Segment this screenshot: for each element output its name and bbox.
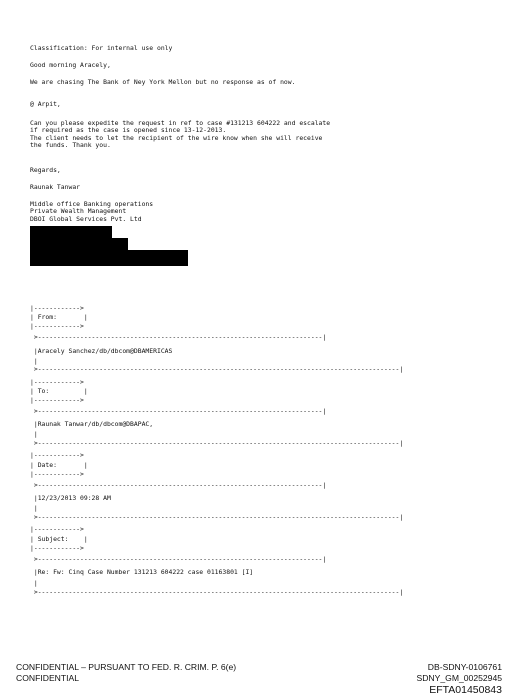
to-label: | To: | (30, 387, 88, 395)
from-label-bottom: |------------> (30, 322, 84, 330)
footer-confidential-grand-jury: CONFIDENTIAL – PURSUANT TO FED. R. CRIM. P. 6(e) (16, 662, 237, 672)
arpit-line: @ Arpit, (30, 100, 61, 108)
body-line-3: The client needs to let the recipient of the wire know when she will receive (30, 133, 323, 142)
from-separator: >--------------------------------------------------------------------------| (30, 333, 327, 341)
subject-label: | Subject: | (30, 535, 88, 543)
footer-db-sdny-number: DB-SDNY-0106761 (427, 662, 502, 672)
body-line-1: Can you please expedite the request in ref to case #131213 604222 and escalate (30, 119, 331, 127)
date-label-top: |------------> (30, 451, 84, 459)
greeting-line: Good morning Aracely, (30, 61, 111, 69)
subject-separator: >--------------------------------------------------------------------------| (30, 555, 327, 563)
to-separator: >--------------------------------------------------------------------------| (30, 407, 327, 415)
to-label-bottom: |------------> (30, 396, 84, 404)
date-tail-separator: >----------------------------------------------------------------------------------------------| (30, 513, 404, 521)
subject-tail-bar: | (30, 579, 38, 587)
regards-line: Regards, (30, 166, 61, 174)
subject-label-top: |------------> (30, 525, 84, 533)
body-line-4: the funds. Thank you. (30, 141, 111, 150)
to-label-top: |------------> (30, 378, 84, 386)
body-line-2: if required as the case is opened since 13-12-2013. (30, 126, 227, 135)
date-label-bottom: |------------> (30, 470, 84, 478)
chasing-line: We are chasing The Bank of Ney York Mellon but no response as of now. (30, 78, 296, 86)
signature-name: Raunak Tanwar (30, 183, 81, 191)
from-label-top: |------------> (30, 304, 84, 312)
date-label: | Date: | (30, 461, 88, 469)
footer-bates-number: EFTA01450843 (429, 684, 502, 696)
footer-sdny-gm-number: SDNY_GM_00252945 (416, 673, 502, 683)
footer-confidential: CONFIDENTIAL (16, 673, 80, 683)
from-tail-separator: >----------------------------------------------------------------------------------------------| (30, 365, 404, 373)
date-tail-bar: | (30, 504, 38, 512)
subject-label-bottom: |------------> (30, 544, 84, 552)
date-separator: >--------------------------------------------------------------------------| (30, 481, 327, 489)
from-value: |Aracely Sanchez/db/dbcom@DBAMERICAS (30, 347, 173, 355)
signature-dept: Middle office Banking operations (30, 200, 154, 208)
date-value: |12/23/2013 09:28 AM (30, 494, 111, 502)
redaction-block (30, 250, 188, 266)
classification-line: Classification: For internal use only (30, 44, 173, 52)
to-tail-bar: | (30, 430, 38, 438)
from-tail-bar: | (30, 357, 38, 365)
to-value: |Raunak Tanwar/db/dbcom@DBAPAC, (30, 420, 154, 428)
to-tail-separator: >----------------------------------------------------------------------------------------------| (30, 439, 404, 447)
signature-division: Private Wealth Management (30, 207, 127, 216)
subject-value: |Re: Fw: Cinq Case Number 131213 604222 case 01163801 [I] (30, 568, 254, 576)
from-label: | From: | (30, 313, 88, 321)
signature-company: DBOI Global Services Pvt. Ltd (30, 214, 142, 223)
subject-tail-separator: >----------------------------------------------------------------------------------------------| (30, 588, 404, 596)
